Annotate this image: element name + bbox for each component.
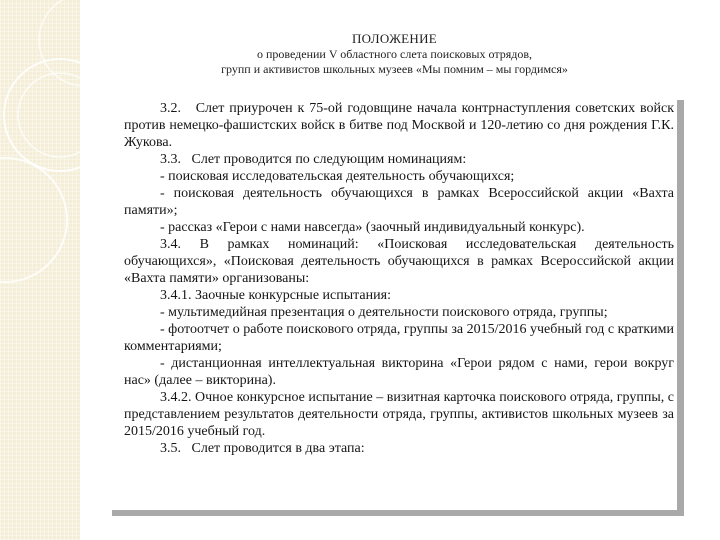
- document-title: ПОЛОЖЕНИЕ: [351, 31, 438, 46]
- paragraph-3-4: 3.4. В рамках номинаций: «Поисковая исследовательская деятельность обучающихся», «Поисковая деятельность обучающихся в рамках Всероссийской акции «Вахта памяти» организованы:: [124, 237, 674, 286]
- list-item: - мультимедийная презентация о деятельности поискового отряда, группы;: [160, 305, 608, 320]
- page-shadow-bottom: [112, 510, 684, 516]
- deco-circle-3: [0, 158, 67, 282]
- list-item: - поисковая исследовательская деятельность обучающихся;: [160, 169, 515, 184]
- document-page: [112, 8, 677, 510]
- page-shadow-right: [677, 100, 684, 516]
- paragraph-3-4-1: 3.4.1. Заочные конкурсные испытания:: [160, 288, 391, 303]
- list-item: - дистанционная интеллектуальная викторина «Герои рядом с нами, герои вокруг нас» (далее – викторина).: [124, 356, 674, 388]
- paragraph-3-2: 3.2. Слет приурочен к 75-ой годовщине начала контрнаступления советских войск против немецко-фашистских войск в битве под Москвой и 120-летию со дня рождения Г.К. Жукова.: [124, 101, 674, 150]
- paragraph-3-5: 3.5. Слет проводится в два этапа:: [160, 441, 365, 456]
- document-body: [124, 100, 674, 457]
- list-item: - поисковая деятельность обучающихся в рамках Всероссийской акции «Вахта памяти»;: [124, 186, 674, 218]
- document-header: [112, 30, 677, 77]
- list-item: - фотоотчет о работе поискового отряда, группы за 2015/2016 учебный год с краткими комментариями;: [124, 322, 674, 354]
- list-item: - рассказ «Герои с нами навсегда» (заочный индивидуальный конкурс).: [160, 220, 585, 235]
- deco-circle-1: [4, 59, 116, 171]
- paragraph-3-4-2: 3.4.2. Очное конкурсное испытание – визитная карточка поискового отряда, группы, с представлением результатов деятельности отряда, группы, активистов школьных музеев за 2015/2016 учебный год.: [124, 390, 674, 439]
- document-subtitle-line-1: о проведении V областного слета поисковых отрядов,: [256, 47, 533, 61]
- document-subtitle-line-2: групп и активистов школьных музеев «Мы помним – мы гордимся»: [221, 62, 568, 76]
- paragraph-3-3: 3.3. Слет проводится по следующим номинациям:: [160, 152, 467, 167]
